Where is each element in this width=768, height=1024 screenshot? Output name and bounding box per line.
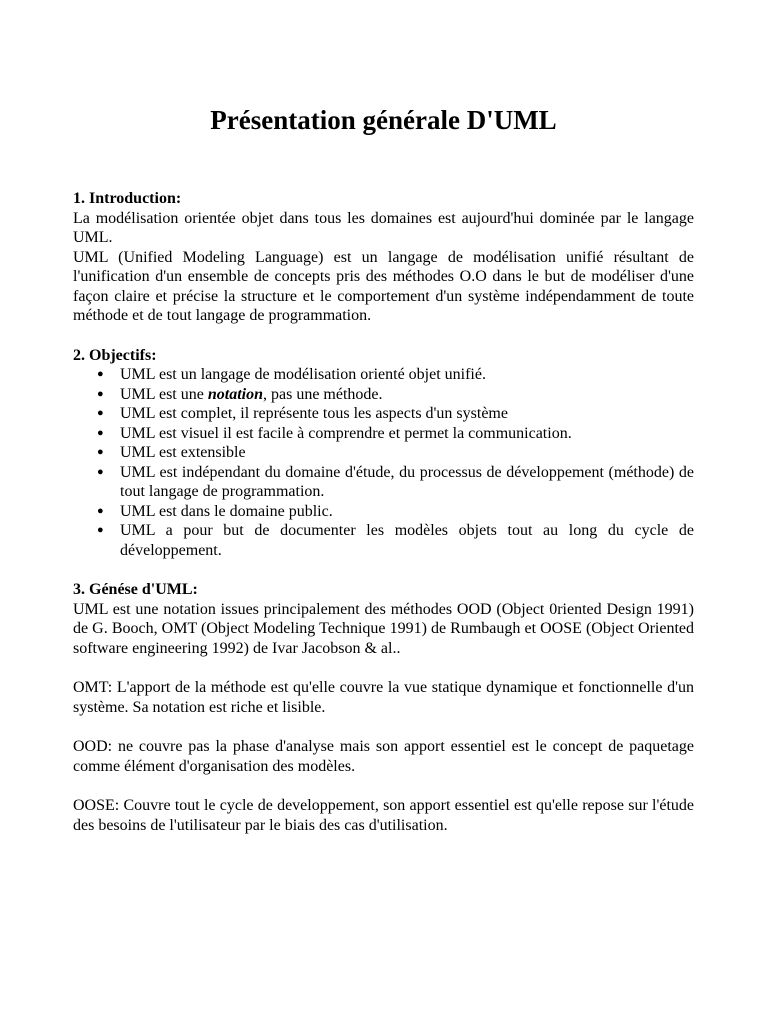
list-item: ● UML est visuel il est facile à comprendre et permet la communication. — [97, 424, 572, 442]
list-item: ● UML est complet, il représente tous les aspects d'un système — [97, 405, 508, 422]
section-heading-introduction: 1. Introduction: — [73, 190, 182, 207]
list-item: ● UML est extensible — [97, 444, 246, 461]
section-heading-genese: 3. Génése d'UML: — [73, 581, 198, 598]
list-item: ● UML est dans le domaine public. — [97, 502, 333, 520]
spacer — [73, 560, 694, 580]
document-body — [73, 189, 694, 835]
bullet-icon: ● — [97, 426, 104, 439]
spacer — [73, 326, 694, 346]
bullet-icon: ● — [97, 387, 104, 400]
list-item: ● UML est une notation, pas une méthode. — [97, 385, 383, 403]
bullet-icon: ● — [97, 465, 104, 478]
page-title: Présentation générale D'UML — [210, 105, 557, 135]
list-item: ● UML est indépendant du domaine d'étude, du processus de développement (méthode) de tout langage de programmation. — [97, 463, 694, 500]
ood-paragraph: OOD: ne couvre pas la phase d'analyse mais son apport essentiel est le concept de paquetage comme élément d'organisation des modèles. — [73, 738, 694, 775]
emphasis-notation: notation — [207, 385, 263, 403]
bullet-icon: ● — [97, 524, 104, 536]
objectifs-list — [73, 365, 694, 560]
omt-paragraph: OMT: L'apport de la méthode est qu'elle couvre la vue statique dynamique et fonctionnelle d'un système. Sa notation est riche et lisible. — [73, 679, 694, 716]
oose-paragraph: OOSE: Couvre tout le cycle de developpement, son apport essentiel est qu'elle repose sur l'étude des besoins de l'utilisateur par le biais des cas d'utilisation. — [73, 797, 694, 834]
bullet-icon: ● — [97, 504, 104, 517]
list-item: ● UML est un langage de modélisation orienté objet unifié. — [97, 366, 486, 383]
bullet-icon: ● — [97, 446, 104, 458]
list-item: ● UML a pour but de documenter les modèles objets tout au long du cycle de développement. — [97, 522, 694, 559]
intro-paragraph-1: La modélisation orientée objet dans tous les domaines est aujourd'hui dominée par le langage UML. — [73, 209, 694, 246]
section-heading-objectifs: 2. Objectifs: — [73, 346, 157, 364]
intro-paragraph-2: UML (Unified Modeling Language) est un langage de modélisation unifié résultant de l'unification d'un ensemble de concepts pris des méthodes O.O dans le but de modéliser d'une façon claire et précise la structure et le comportement d'un système indépendamment de toute méthode et de tout langage de programmation. — [73, 248, 694, 324]
spacer — [73, 717, 694, 737]
genese-paragraph: UML est une notation issues principalement des méthodes OOD (Object 0riented Design 1991) de G. Booch, OMT (Object Modeling Technique 1991) de Rumbaugh et OOSE (Object Oriented software engineering 1992) de Ivar Jacobson & al.. — [73, 600, 694, 657]
spacer — [73, 776, 694, 796]
bullet-icon: ● — [97, 407, 104, 419]
spacer — [73, 658, 694, 678]
bullet-icon: ● — [97, 368, 104, 380]
